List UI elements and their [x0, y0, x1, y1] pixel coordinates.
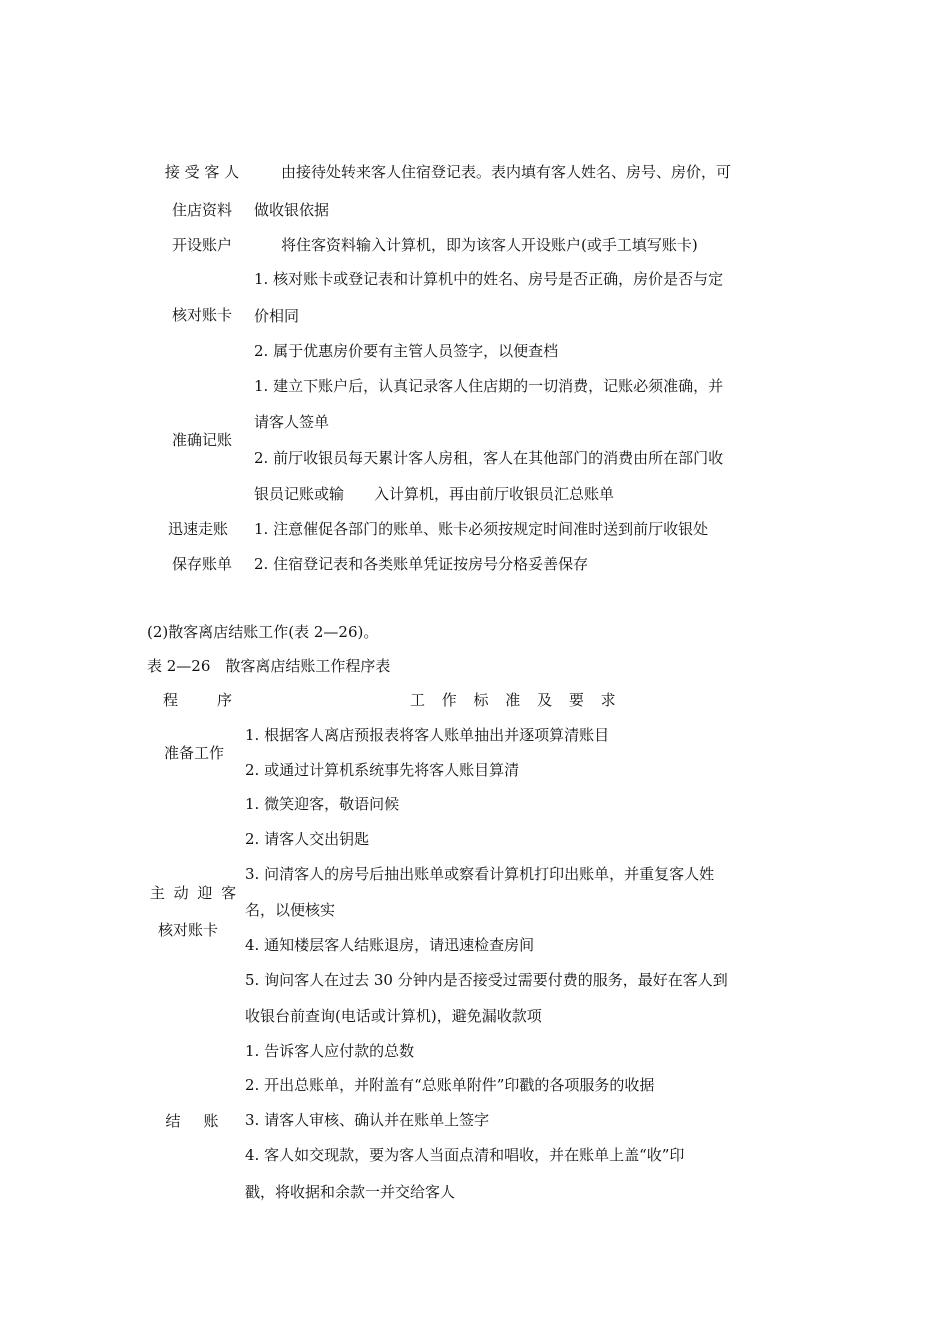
table1-row-label: 准确记账 — [171, 431, 232, 449]
table2-row-text: 4. 通知楼层客人结账退房，请迅速检查房间 — [245, 936, 535, 954]
table2-row-text: 1. 告诉客人应付款的总数 — [245, 1042, 415, 1060]
table2-row-label: 核对账卡 — [157, 921, 218, 939]
table1-row-text: 2. 住宿登记表和各类账单凭证按房号分格妥善保存 — [254, 555, 589, 573]
table1-row-text: 1. 核对账卡或登记表和计算机中的姓名、房号是否正确，房价是否与定 — [254, 270, 724, 288]
table2-row-text: 2. 或通过计算机系统事先将客人账目算清 — [245, 761, 520, 779]
table1-row-text: 价相同 — [254, 307, 300, 325]
table1-row-text: 由接待处转来客人住宿登记表。表内填有客人姓名、房号、房价，可 — [281, 163, 732, 181]
table1-row-text: 1. 建立下账户后，认真记录客人住店期的一切消费，记账必须准确，并 — [254, 377, 724, 395]
table2-row-text: 名，以便核实 — [245, 901, 336, 919]
table2-row-label: 结 账 — [165, 1112, 223, 1130]
table2-row-text: 2. 开出总账单，并附盖有“总账单附件”印戳的各项服务的收据 — [245, 1076, 655, 1094]
table2-row-text: 1. 微笑迎客，敬语问候 — [245, 795, 400, 813]
table1-row-text: 将住客资料输入计算机，即为该客人开设账户(或手工填写账卡) — [281, 236, 698, 254]
table2-row-text: 3. 问清客人的房号后抽出账单或察看计算机打印出账单，并重复客人姓 — [245, 865, 715, 883]
table1-row-text: 2. 属于优惠房价要有主管人员签字，以便查档 — [254, 342, 559, 360]
table1-row-label: 迅速走账 — [167, 520, 228, 538]
table2-row-label: 主 动 迎 客 — [149, 884, 239, 902]
table2-row-text: 3. 请客人审核、确认并在账单上签字 — [245, 1111, 490, 1129]
table1-row-text: 请客人签单 — [254, 413, 330, 431]
table1-row-label: 保存账单 — [171, 555, 232, 573]
table1-row-label: 住店资料 — [171, 201, 232, 219]
table2-row-text: 2. 请客人交出钥匙 — [245, 830, 370, 848]
table-header-requirements: 工 作 标 准 及 要 求 — [410, 691, 622, 709]
table1-row-text: 2. 前厅收银员每天累计客人房租，客人在其他部门的消费由所在部门收 — [254, 449, 724, 467]
table2-row-text: 收银台前查询(电话或计算机)，避免漏收款项 — [245, 1007, 542, 1025]
table2-row-text: 1. 根据客人离店预报表将客人账单抽出并逐项算清账目 — [245, 726, 610, 744]
table1-row-text: 1. 注意催促各部门的账单、账卡必须按规定时间准时送到前厅收银处 — [254, 520, 709, 538]
table1-row-label: 开设账户 — [171, 236, 232, 254]
table1-row-label: 接 受 客 人 — [164, 163, 240, 181]
table2-row-text: 4. 客人如交现款，要为客人当面点清和唱收，并在账单上盖“收”印 — [245, 1146, 685, 1164]
table-caption: 表 2—26 散客离店结账工作程序表 — [147, 657, 391, 675]
table1-row-label: 核对账卡 — [171, 306, 232, 324]
table2-row-label: 准备工作 — [163, 744, 224, 762]
table1-row-text: 做收银依据 — [254, 201, 330, 219]
table1-row-text: 银员记账或输 入计算机，再由前厅收银员汇总账单 — [254, 485, 615, 503]
section-heading: (2)散客离店结账工作(表 2—26)。 — [147, 623, 379, 641]
table2-row-text: 戳，将收据和余款一并交给客人 — [245, 1183, 456, 1201]
table-header-procedure: 程 序 — [163, 691, 236, 709]
table2-row-text: 5. 询问客人在过去 30 分钟内是否接受过需要付费的服务，最好在客人到 — [245, 971, 728, 989]
